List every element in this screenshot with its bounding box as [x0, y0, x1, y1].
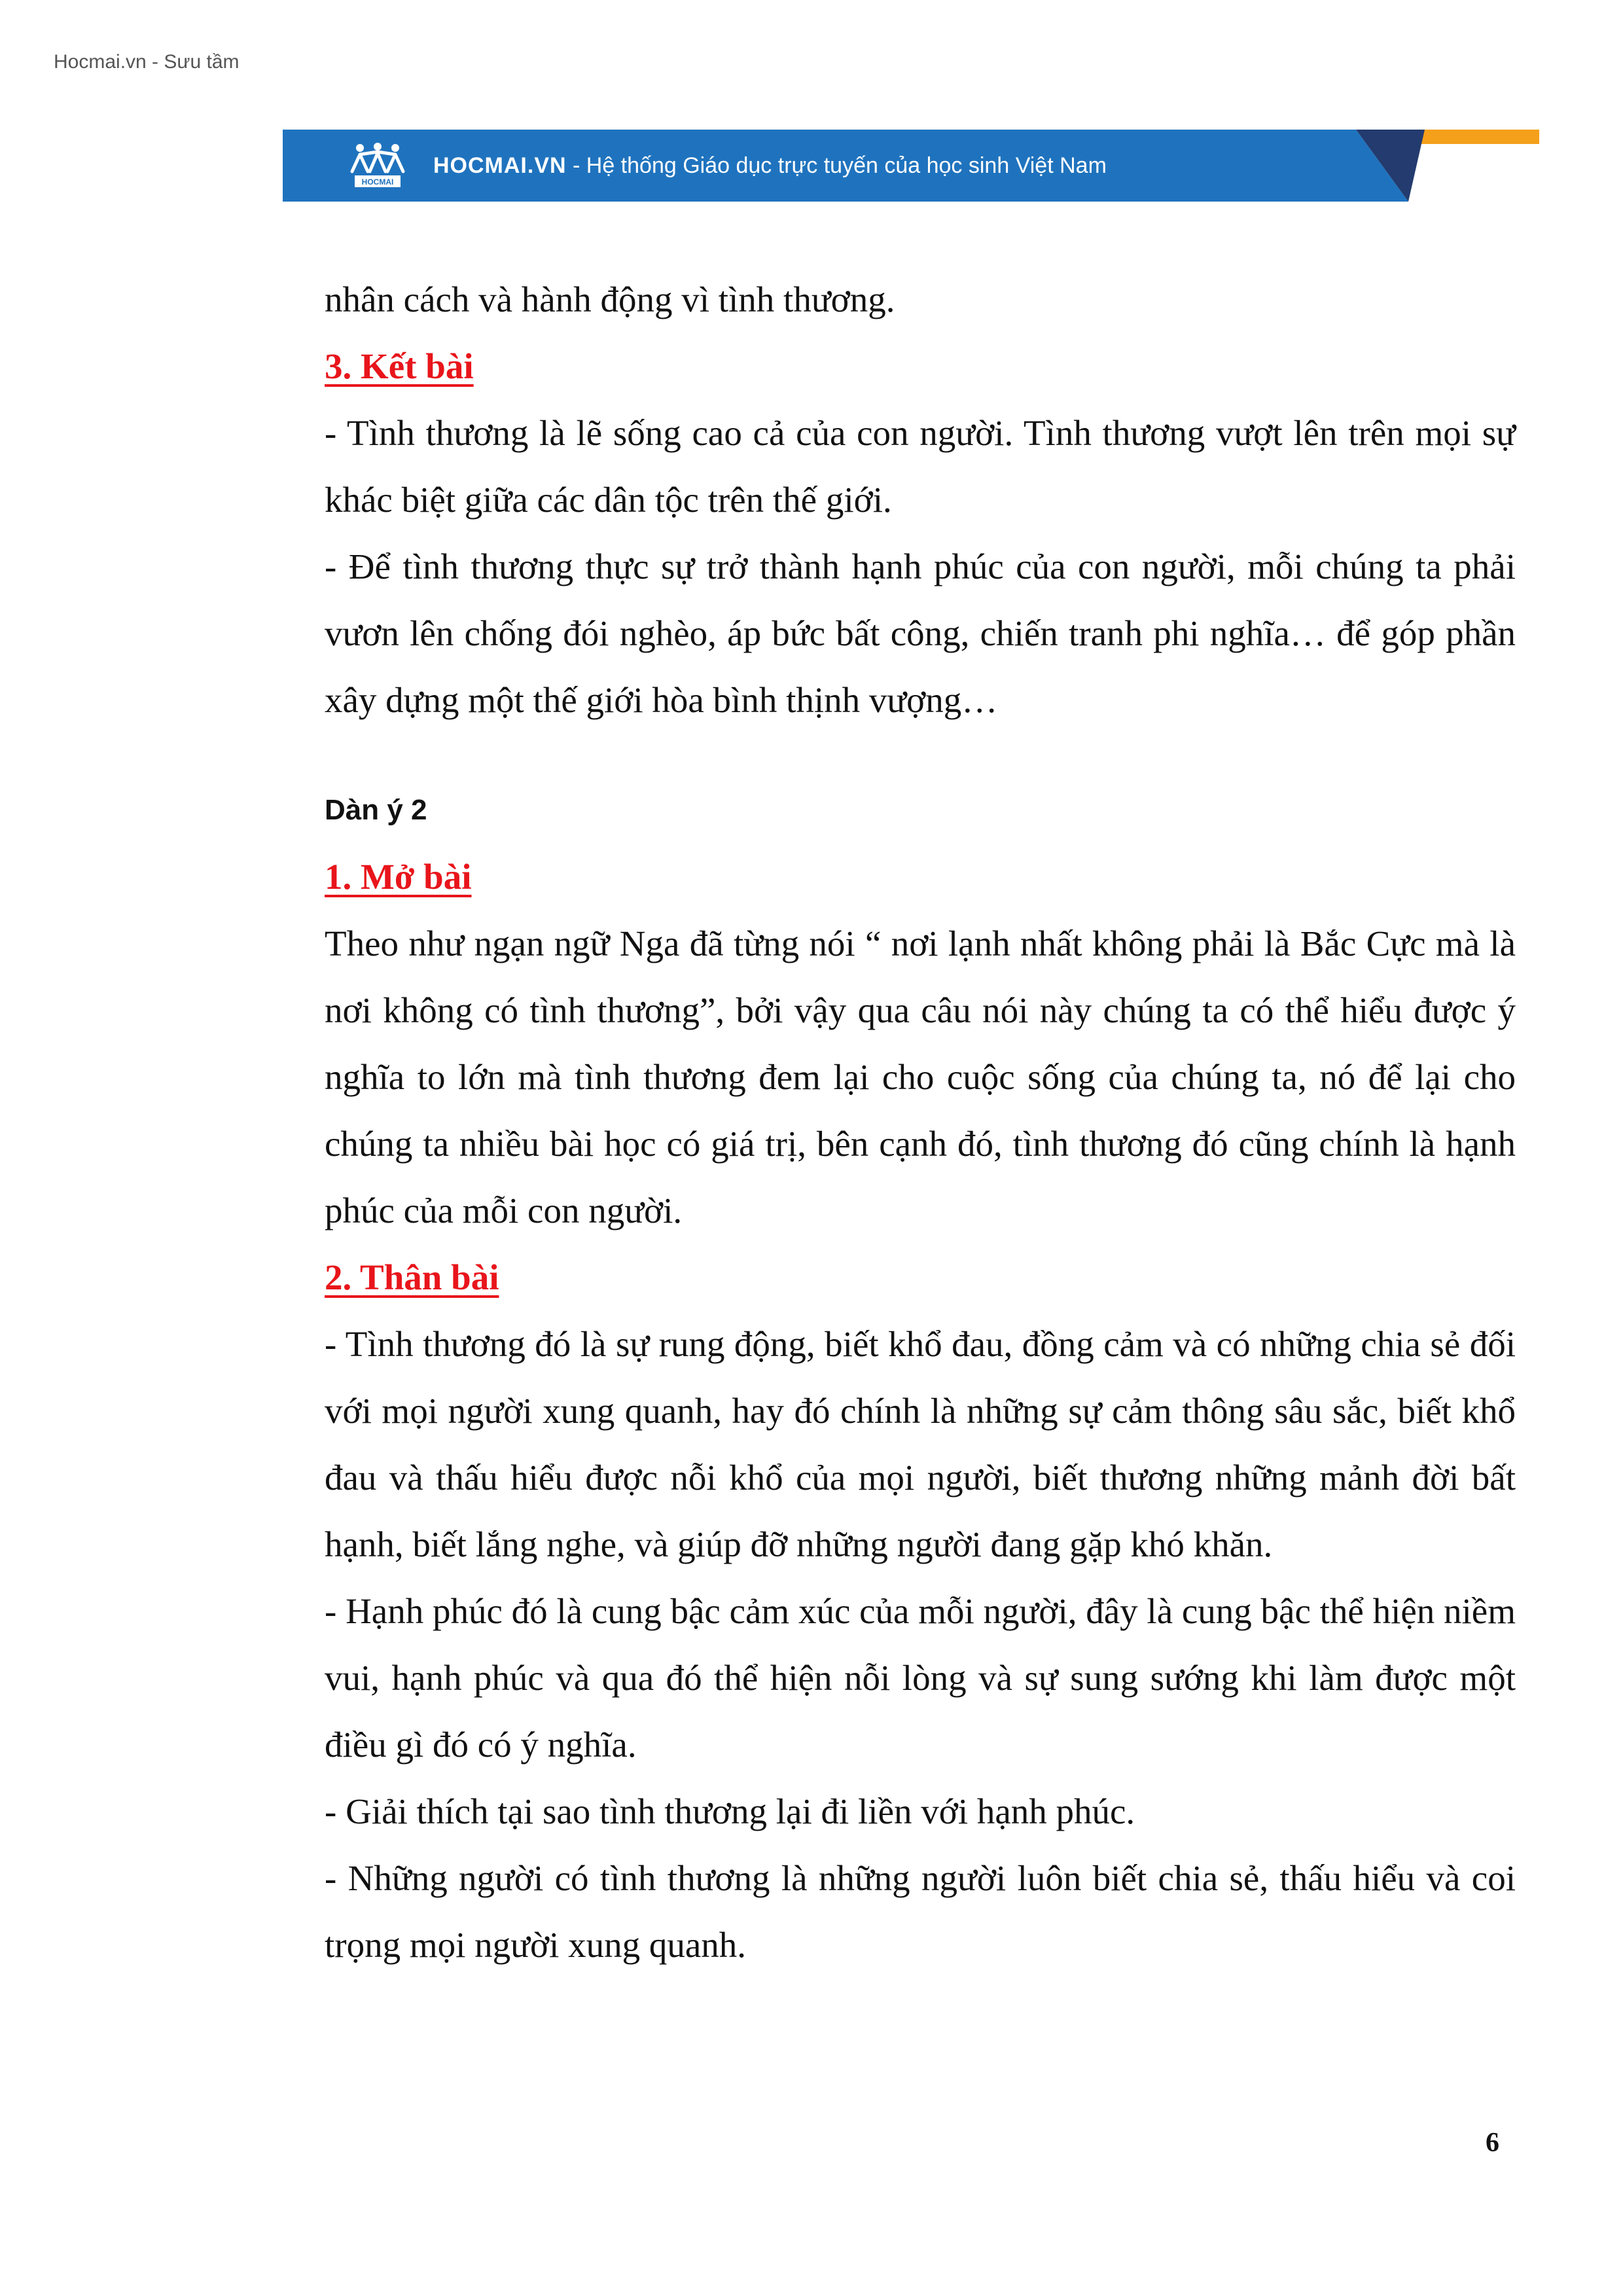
banner-brand-text — [433, 153, 1107, 179]
paragraph-than-bai-3: - Giải thích tại sao tình thương lại đi liền với hạnh phúc. — [325, 1791, 1135, 1831]
heading-ket-bai: 3. Kết bài — [325, 346, 474, 386]
paragraph-mo-bai: Theo như ngạn ngữ Nga đã từng nói “ nơi lạnh nhất không phải là Bắc Cực mà là nơi không có tình thương”, bởi vậy qua câu nói này chúng ta có thể hiểu được ý nghĩa to lớn mà tình thương đem lại cho cuộc sống của chúng ta, nó để lại cho chúng ta nhiều bài học có giá trị, bên cạnh đó, tình thương đó cũng chính là hạnh phúc của mỗi con người. — [325, 924, 1516, 1230]
paragraph-than-bai-4: - Những người có tình thương là những người luôn biết chia sẻ, thấu hiểu và coi trọng mọi người xung quanh. — [325, 1858, 1516, 1965]
hocmai-logo-icon — [348, 143, 407, 190]
logo-text: HOCMAI — [361, 177, 394, 187]
heading-than-bai: 2. Thân bài — [325, 1257, 499, 1297]
brand-tagline: - Hệ thống Giáo dục trực tuyến của học sinh Việt Nam — [566, 153, 1107, 178]
heading-mo-bai: 1. Mở bài — [325, 857, 472, 897]
header-banner — [283, 130, 1539, 202]
paragraph-than-bai-2: - Hạnh phúc đó là cung bậc cảm xúc của mỗi người, đây là cung bậc thể hiện niềm vui, hạnh phúc và qua đó thể hiện nỗi lòng và sự sung sướng khi làm được một điều gì đó có ý nghĩa. — [325, 1591, 1516, 1765]
outline-title: Dàn ý 2 — [325, 794, 427, 826]
paragraph-ket-bai-1: - Tình thương là lẽ sống cao cả của con người. Tình thương vượt lên trên mọi sự khác biệt giữa các dân tộc trên thế giới. — [325, 413, 1516, 520]
brand-name: HOCMAI.VN — [433, 153, 567, 178]
paragraph-continuation: nhân cách và hành động vì tình thương. — [325, 279, 895, 319]
source-watermark: Hocmai.vn - Sưu tầm — [54, 51, 240, 73]
page-number: 6 — [1486, 2128, 1499, 2158]
paragraph-ket-bai-2: - Để tình thương thực sự trở thành hạnh phúc của con người, mỗi chúng ta phải vươn lên chống đói nghèo, áp bức bất công, chiến tranh phi nghĩa… để góp phần xây dựng một thế giới hòa bình thịnh vượng… — [325, 547, 1516, 720]
document-body — [325, 266, 1516, 1979]
paragraph-than-bai-1: - Tình thương đó là sự rung động, biết khổ đau, đồng cảm và có những chia sẻ đối với mọi người xung quanh, hay đó chính là những sự cảm thông sâu sắc, biết khổ đau và thấu hiểu được nỗi khổ của mọi người, biết thương những mảnh đời bất hạnh, biết lắng nghe, và giúp đỡ những người đang gặp khó khăn. — [325, 1324, 1516, 1564]
